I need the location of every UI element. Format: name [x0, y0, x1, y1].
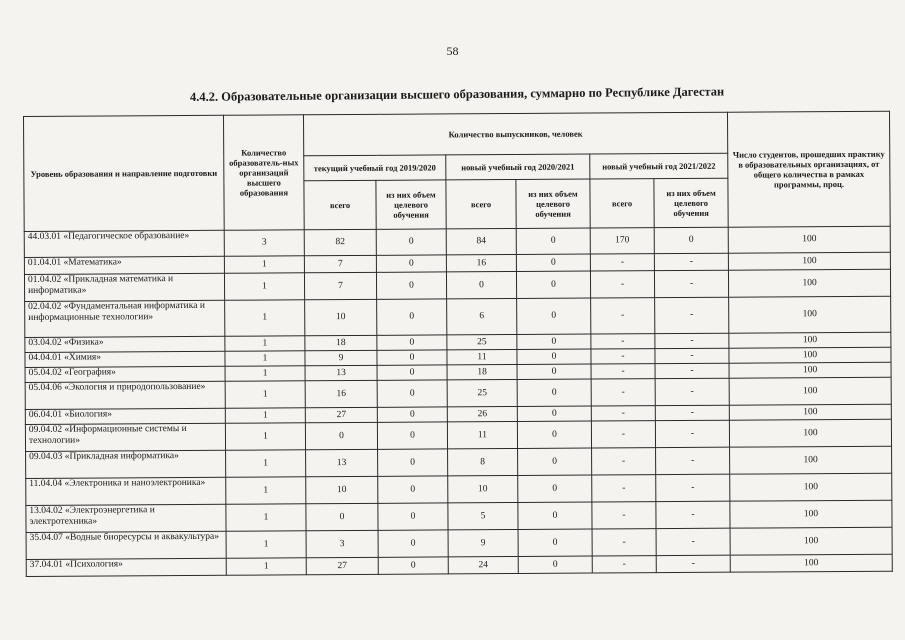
graduates-value-cell: 18	[447, 364, 517, 379]
practice-share-cell: 100	[729, 404, 891, 420]
graduates-value-cell: -	[655, 297, 729, 333]
graduates-value-cell: 13	[306, 449, 378, 476]
graduates-value-cell: -	[654, 270, 728, 297]
graduates-value-cell: 0	[377, 365, 447, 380]
graduates-value-cell: -	[591, 379, 655, 406]
graduates-value-cell: -	[655, 405, 729, 420]
program-name-cell: 11.04.04 «Электроника и наноэлектроника»	[26, 477, 226, 505]
practice-share-cell: 100	[729, 269, 891, 297]
org-count-cell: 1	[226, 558, 306, 575]
practice-share-cell: 100	[729, 332, 891, 348]
program-name-cell: 37.04.01 «Психология»	[26, 558, 226, 576]
graduates-value-cell: 9	[305, 350, 377, 365]
program-name-cell: 35.04.07 «Водные биоресурсы и аквакультура»	[26, 531, 226, 559]
graduates-value-cell: 3	[306, 530, 378, 557]
practice-share-cell: 100	[730, 554, 892, 572]
header-level: Уровень образования и направление подготовки	[24, 115, 225, 231]
graduates-value-cell: 0	[377, 299, 447, 335]
practice-share-cell: 100	[729, 419, 891, 447]
graduates-value-cell: -	[655, 363, 729, 378]
graduates-value-cell: 0	[377, 380, 447, 407]
graduates-value-cell: -	[656, 528, 730, 555]
graduates-value-cell: -	[655, 348, 729, 363]
graduates-value-cell: -	[591, 334, 655, 349]
graduates-value-cell: 27	[305, 407, 377, 422]
practice-share-cell: 100	[730, 500, 892, 528]
graduates-value-cell: 0	[516, 254, 590, 271]
graduates-value-cell: -	[590, 254, 654, 271]
graduates-value-cell: 10	[305, 299, 377, 335]
graduates-value-cell: 10	[448, 475, 518, 502]
program-name-cell: 09.04.02 «Информационные системы и технологии»	[25, 423, 225, 451]
header-year-2019: текущий учебный год 2019/2020	[304, 155, 446, 181]
graduates-value-cell: 0	[306, 503, 378, 530]
graduates-value-cell: 8	[448, 448, 518, 475]
graduates-value-cell: 0	[516, 228, 590, 254]
graduates-value-cell: 84	[446, 228, 516, 254]
graduates-value-cell: 0	[518, 502, 592, 529]
org-count-cell: 1	[225, 381, 305, 408]
practice-share-cell: 100	[729, 362, 891, 378]
practice-share-cell: 100	[729, 296, 891, 333]
graduates-value-cell: 16	[305, 380, 377, 407]
graduates-value-cell: 11	[447, 421, 517, 448]
header-year-2020: новый учебный год 2020/2021	[446, 154, 590, 180]
graduates-value-cell: 0	[305, 422, 377, 449]
graduates-value-cell: -	[654, 253, 728, 270]
org-count-cell: 1	[225, 408, 305, 423]
header-practice: Число студентов, прошедших практику в образовательных организациях, от общего количества в рамках программы, проц.	[728, 111, 891, 227]
graduates-value-cell: 7	[304, 255, 376, 272]
graduates-value-cell: 0	[517, 406, 591, 421]
practice-share-cell: 100	[729, 377, 891, 405]
org-count-cell: 1	[225, 351, 305, 366]
org-count-cell: 1	[226, 450, 306, 477]
graduates-value-cell: 10	[306, 476, 378, 503]
graduates-value-cell: -	[591, 421, 655, 448]
graduates-value-cell: 0	[654, 227, 728, 253]
graduates-value-cell: 9	[448, 529, 518, 556]
header-row-1	[24, 111, 890, 157]
header-year-2021: новый учебный год 2021/2022	[590, 153, 728, 179]
graduates-value-cell: 0	[517, 421, 591, 448]
graduates-value-cell: 0	[446, 271, 516, 298]
graduates-value-cell: -	[656, 474, 730, 501]
org-count-cell: 3	[224, 230, 304, 256]
header-total-2019: всего	[304, 180, 376, 229]
practice-share-cell: 100	[730, 527, 892, 555]
graduates-value-cell: 0	[517, 379, 591, 406]
org-count-cell: 1	[225, 423, 305, 450]
graduates-value-cell: 0	[518, 556, 592, 573]
header-target-2019: из них объем целевого обучения	[376, 180, 446, 229]
practice-share-cell: 100	[729, 347, 891, 363]
graduates-value-cell: 6	[447, 298, 517, 334]
program-name-cell: 09.04.03 «Прикладная информатика»	[26, 450, 226, 478]
graduates-value-cell: 0	[378, 449, 448, 476]
org-count-cell: 1	[226, 531, 306, 558]
graduates-value-cell: 0	[517, 298, 591, 334]
graduates-value-cell: 25	[447, 334, 517, 349]
table-row	[25, 296, 891, 337]
graduates-value-cell: -	[592, 556, 656, 573]
graduates-value-cell: 82	[304, 229, 376, 255]
graduates-value-cell: -	[656, 447, 730, 474]
graduates-value-cell: 0	[378, 476, 448, 503]
graduates-value-cell: -	[592, 448, 656, 475]
graduates-value-cell: 0	[377, 407, 447, 422]
graduates-value-cell: 0	[378, 503, 448, 530]
graduates-value-cell: -	[656, 555, 730, 572]
practice-share-cell: 100	[728, 226, 890, 253]
graduates-value-cell: 25	[447, 379, 517, 406]
org-count-cell: 1	[226, 477, 306, 504]
org-count-cell: 1	[226, 504, 306, 531]
header-total-2021: всего	[590, 179, 654, 228]
program-name-cell: 05.04.02 «География»	[25, 366, 225, 382]
graduates-value-cell: -	[655, 378, 729, 405]
graduates-value-cell: 0	[376, 272, 446, 299]
graduates-value-cell: 0	[378, 530, 448, 557]
graduates-value-cell: -	[655, 333, 729, 348]
practice-share-cell: 100	[728, 252, 890, 270]
graduates-value-cell: 0	[377, 350, 447, 365]
graduates-value-cell: 16	[446, 254, 516, 271]
graduates-table-wrapper	[23, 111, 892, 577]
graduates-value-cell: 24	[448, 556, 518, 573]
graduates-value-cell: 0	[517, 364, 591, 379]
graduates-value-cell: -	[592, 475, 656, 502]
header-target-2021: из них объем целевого обучения	[654, 178, 728, 227]
page-number: 58	[446, 44, 459, 58]
program-name-cell: 05.04.06 «Экология и природопользование»	[25, 381, 225, 409]
graduates-value-cell: -	[591, 298, 655, 334]
graduates-value-cell: 0	[377, 422, 447, 449]
section-title: 4.4.2. Образовательные организации высшего образования, суммарно по Республике Дагестан	[189, 84, 725, 104]
graduates-value-cell: 18	[305, 335, 377, 350]
graduates-value-cell: 27	[306, 557, 378, 574]
graduates-value-cell: -	[591, 364, 655, 379]
org-count-cell: 1	[225, 366, 305, 381]
table-body	[24, 226, 892, 576]
graduates-value-cell: 170	[590, 228, 654, 254]
graduates-value-cell: 11	[447, 349, 517, 364]
program-name-cell: 03.04.02 «Физика»	[25, 336, 225, 352]
program-name-cell: 01.04.02 «Прикладная математика и информатика»	[24, 273, 224, 301]
header-target-2020: из них объем целевого обучения	[516, 179, 590, 228]
program-name-cell: 01.04.01 «Математика»	[24, 256, 224, 274]
graduates-value-cell: 0	[518, 448, 592, 475]
graduates-value-cell: 5	[448, 502, 518, 529]
graduates-table	[23, 111, 893, 577]
org-count-cell: 1	[224, 256, 304, 273]
header-graduates: Количество выпускников, человек	[303, 112, 727, 156]
graduates-value-cell: -	[592, 529, 656, 556]
program-name-cell: 02.04.02 «Фундаментальная информатика и информационные технологии»	[25, 300, 225, 337]
program-name-cell: 13.04.02 «Электроэнергетика и электротехника»	[26, 504, 226, 532]
graduates-value-cell: 7	[304, 272, 376, 299]
graduates-value-cell: 26	[447, 406, 517, 421]
graduates-value-cell: -	[591, 349, 655, 364]
graduates-value-cell: 0	[517, 334, 591, 349]
graduates-value-cell: -	[592, 502, 656, 529]
practice-share-cell: 100	[730, 446, 892, 474]
graduates-value-cell: 13	[305, 365, 377, 380]
org-count-cell: 1	[225, 300, 305, 336]
graduates-value-cell: -	[591, 406, 655, 421]
graduates-value-cell: 0	[516, 271, 590, 298]
graduates-value-cell: 0	[518, 475, 592, 502]
graduates-value-cell: 0	[518, 529, 592, 556]
program-name-cell: 06.04.01 «Биология»	[25, 408, 225, 424]
header-total-2020: всего	[446, 179, 516, 228]
graduates-value-cell: 0	[376, 229, 446, 255]
graduates-value-cell: -	[656, 501, 730, 528]
graduates-value-cell: 0	[517, 349, 591, 364]
org-count-cell: 1	[225, 336, 305, 351]
practice-share-cell: 100	[730, 473, 892, 501]
graduates-value-cell: 0	[376, 255, 446, 272]
graduates-value-cell: -	[655, 420, 729, 447]
program-name-cell: 04.04.01 «Химия»	[25, 351, 225, 367]
program-name-cell: 44.03.01 «Педагогическое образование»	[24, 230, 224, 257]
graduates-value-cell: 0	[378, 557, 448, 574]
header-org-count: Количество образователь-ных организаций высшего образования	[223, 115, 304, 230]
graduates-value-cell: -	[590, 271, 654, 298]
graduates-value-cell: 0	[377, 335, 447, 350]
org-count-cell: 1	[224, 273, 304, 300]
